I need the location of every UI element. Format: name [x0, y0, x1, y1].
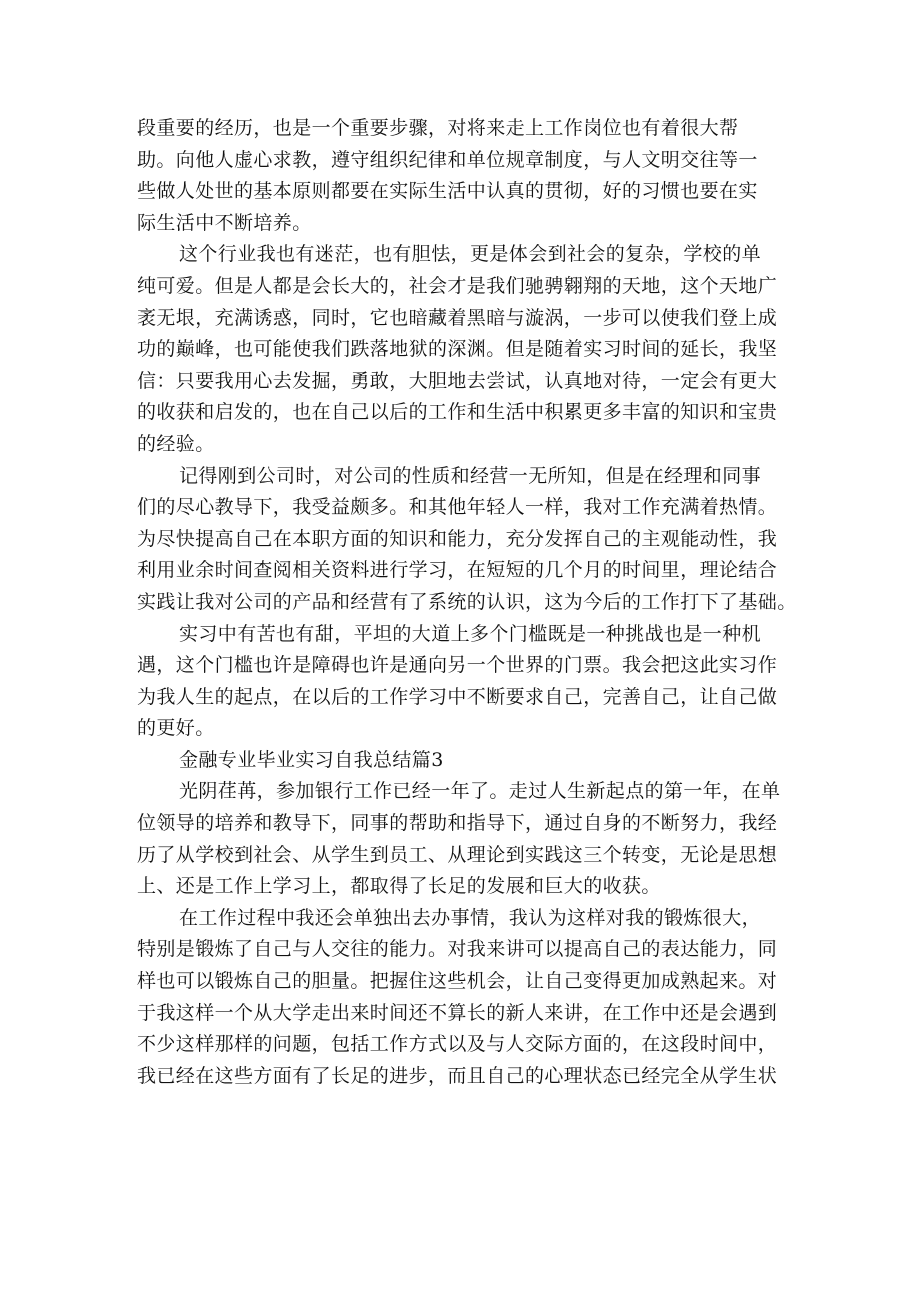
paragraph-first-line: 光阴荏苒，参加银行工作已经一年了。走过人生新起点的第一年，在单 — [179, 780, 781, 803]
text-line: 我已经在这些方面有了长足的进步，而且自己的心理状态已经完全从学生状 — [137, 1064, 778, 1087]
text-line: 际生活中不断培养。 — [137, 211, 312, 234]
text-line: 的经验。 — [137, 432, 215, 455]
text-line: 为尽快提高自己在本职方面的知识和能力，充分发挥自己的主观能动性，我 — [137, 527, 778, 550]
text-line: 纯可爱。但是人都是会长大的，社会才是我们驰骋翱翔的天地，这个天地广 — [137, 274, 778, 297]
text-line: 上、还是工作上学习上，都取得了长足的发展和巨大的收获。 — [137, 875, 661, 898]
paragraph-first-line: 实习中有苦也有甜，平坦的大道上多个门槛既是一种挑战也是一种机 — [179, 622, 762, 645]
text-line: 的更好。 — [137, 717, 215, 740]
text-line: 们的尽心教导下，我受益颇多。和其他年轻人一样，我对工作充满着热情。 — [137, 496, 778, 519]
text-line: 位领导的培养和教导下，同事的帮助和指导下，通过自身的不断努力，我经 — [137, 812, 778, 835]
text-line: 袤无垠，充满诱惑，同时，它也暗藏着黑暗与漩涡，一步可以使我们登上成 — [137, 306, 778, 329]
text-line: 为我人生的起点，在以后的工作学习中不断要求自己，完善自己，让自己做 — [137, 685, 778, 708]
text-line: 助。向他人虚心求教，遵守组织纪律和单位规章制度，与人文明交往等一 — [137, 148, 758, 171]
text-line: 的收获和启发的，也在自己以后的工作和生活中积累更多丰富的知识和宝贵 — [137, 401, 778, 424]
paragraph-first-line: 在工作过程中我还会单独出去办事情，我认为这样对我的锻炼很大， — [179, 906, 762, 929]
text-line: 功的巅峰，也可能使我们跌落地狱的深渊。但是随着实习时间的延长，我坚 — [137, 338, 778, 361]
text-line: 遇，这个门槛也许是障碍也许是通向另一个世界的门票。我会把这此实习作 — [137, 654, 778, 677]
section-heading: 金融专业毕业实习自我总结篇3 — [179, 748, 444, 771]
text-line: 些做人处世的基本原则都要在实际生活中认真的贯彻，好的习惯也要在实 — [137, 180, 758, 203]
text-line: 样也可以锻炼自己的胆量。把握住这些机会，让自己变得更加成熟起来。对 — [137, 970, 778, 993]
text-line: 历了从学校到社会、从学生到员工、从理论到实践这三个转变，无论是思想 — [137, 843, 778, 866]
paragraph-first-line: 这个行业我也有迷茫，也有胆怯，更是体会到社会的复杂，学校的单 — [179, 243, 762, 266]
text-line: 信：只要我用心去发掘，勇敢，大胆地去尝试，认真地对待，一定会有更大 — [137, 369, 778, 392]
text-line: 利用业余时间查阅相关资料进行学习，在短短的几个月的时间里，理论结合 — [137, 559, 778, 582]
text-line: 段重要的经历，也是一个重要步骤，对将来走上工作岗位也有着很大帮 — [137, 117, 739, 139]
text-line: 实践让我对公司的产品和经营有了系统的认识，这为今后的工作打下了基础。 — [137, 590, 797, 613]
text-line: 于我这样一个从大学走出来时间还不算长的新人来讲，在工作中还是会遇到 — [137, 1001, 778, 1024]
document-body — [137, 113, 797, 1092]
text-line: 不少这样那样的问题，包括工作方式以及与人交际方面的，在这段时间中， — [137, 1033, 778, 1056]
text-line: 特别是锻炼了自己与人交往的能力。对我来讲可以提高自己的表达能力，同 — [137, 938, 778, 961]
paragraph-first-line: 记得刚到公司时，对公司的性质和经营一无所知，但是在经理和同事 — [179, 464, 762, 487]
